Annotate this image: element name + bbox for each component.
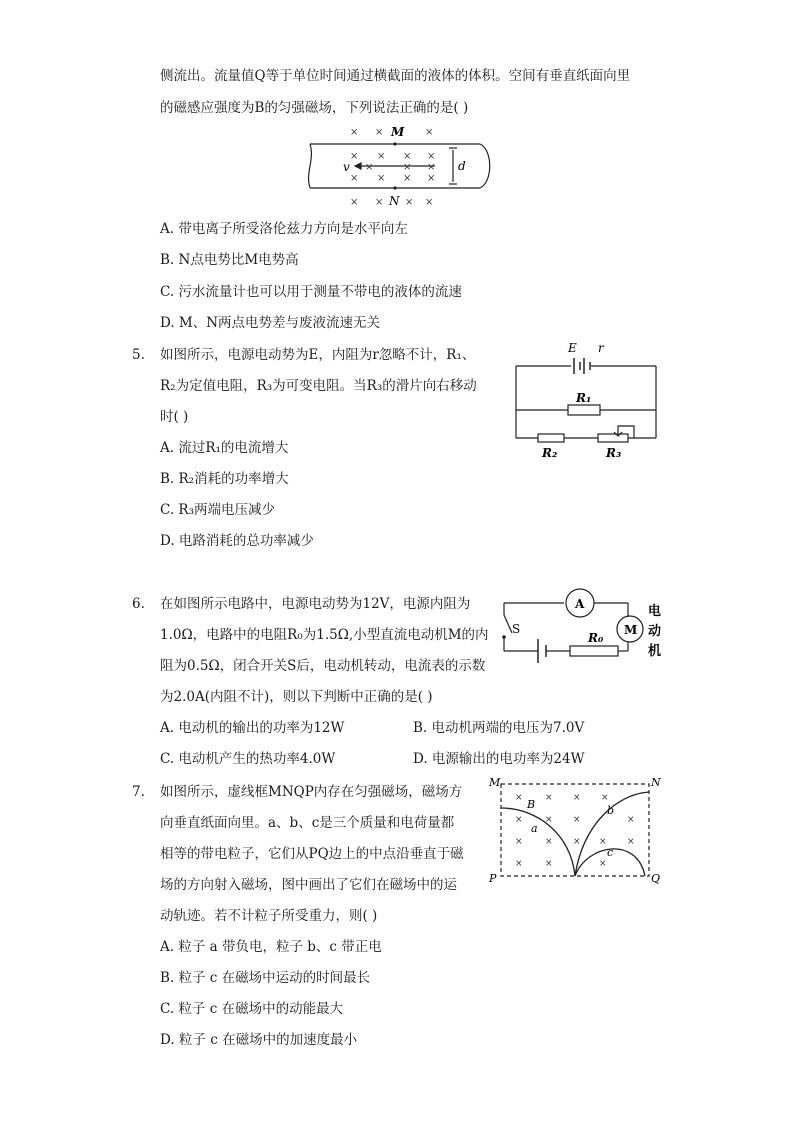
q6-option-b[interactable]: B. 电动机两端的电压为7.0V — [413, 720, 585, 736]
q7-number: 7. — [132, 784, 145, 800]
svg-text:×: × — [425, 197, 434, 208]
q5-stem-line-1: 如图所示，电源电动势为E，内阻为r忽略不计，R₁、 — [160, 347, 476, 363]
q5-number: 5. — [132, 347, 145, 363]
q6-option-a[interactable]: A. 电动机的输出的功率为12W — [160, 720, 345, 736]
q5-label-r1: R₁ — [576, 391, 592, 405]
q6-motor-text-3: 机 — [648, 644, 662, 659]
q7-label-field-b: B — [527, 798, 536, 811]
svg-text:×: × — [515, 815, 523, 825]
q6-option-d[interactable]: D. 电源输出的电功率为24W — [413, 751, 585, 767]
q4-label-d: d — [458, 159, 466, 173]
q7-label-c: c — [607, 846, 614, 859]
q5-label-r2: R₂ — [542, 446, 558, 460]
svg-text:×: × — [403, 173, 412, 184]
q5-label-r3: R₃ — [606, 446, 622, 460]
q7-option-b[interactable]: B. 粒子 c 在磁场中运动的时间最长 — [160, 970, 371, 986]
q4-label-m: M — [391, 125, 405, 139]
svg-text:×: × — [545, 837, 553, 847]
q4-stem-line-2: 的磁感应强度为B的匀强磁场，下列说法正确的是( ) — [160, 100, 469, 116]
svg-text:×: × — [545, 815, 553, 825]
q4-option-a[interactable]: A. 带电离子所受洛伦兹力方向是水平向左 — [160, 221, 408, 237]
q6-resistor-label: R₀ — [588, 631, 604, 645]
svg-text:×: × — [627, 837, 635, 847]
svg-text:×: × — [375, 197, 384, 208]
q7-label-q: Q — [651, 872, 661, 885]
q7-stem-line-2: 向垂直纸面向里。a、b、c是三个质量和电荷量都 — [160, 815, 455, 831]
svg-text:×: × — [545, 859, 553, 869]
q6-switch-label: S — [512, 622, 521, 636]
svg-text:×: × — [573, 837, 581, 847]
svg-text:×: × — [427, 173, 436, 184]
q4-pipe-figure — [305, 120, 500, 210]
q7-label-n: N — [651, 776, 661, 789]
svg-text:×: × — [515, 859, 523, 869]
q6-ammeter-label: A — [575, 597, 585, 611]
q4-option-b[interactable]: B. N点电势比M电势高 — [160, 252, 299, 268]
q6-circuit-figure — [498, 585, 670, 665]
q6-stem-line-4: 为2.0A(内阻不计)，则以下判断中正确的是( ) — [160, 689, 433, 705]
q4-option-d[interactable]: D. M、N两点电势差与废液流速无关 — [160, 315, 381, 331]
q6-stem-line-3: 阻为0.5Ω，闭合开关S后，电动机转动，电流表的示数 — [160, 658, 486, 674]
svg-text:×: × — [350, 151, 359, 162]
q6-motor-label: M — [624, 623, 638, 637]
svg-text:×: × — [403, 151, 412, 162]
q4-stem-line-1: 侧流出。流量值Q等于单位时间通过横截面的液体的体积。空间有垂直纸面向里 — [160, 68, 631, 84]
q5-label-e: E — [568, 341, 577, 355]
svg-text:×: × — [601, 793, 609, 803]
q7-option-c[interactable]: C. 粒子 c 在磁场中的动能最大 — [160, 1001, 344, 1017]
q5-option-b[interactable]: B. R₂消耗的功率增大 — [160, 471, 289, 487]
svg-text:×: × — [515, 837, 523, 847]
svg-text:×: × — [377, 151, 386, 162]
svg-text:×: × — [573, 815, 581, 825]
q7-option-a[interactable]: A. 粒子 a 带负电，粒子 b、c 带正电 — [160, 939, 382, 955]
q5-stem-line-2: R₂为定值电阻，R₃为可变电阻。当R₃的滑片向右移动 — [160, 378, 477, 394]
q7-label-a: a — [531, 822, 538, 835]
q4-option-c[interactable]: C. 污水流量计也可以用于测量不带电的液体的流速 — [160, 284, 462, 300]
svg-text:×: × — [545, 793, 553, 803]
svg-text:×: × — [365, 162, 374, 173]
q6-motor-text-2: 动 — [648, 624, 662, 639]
svg-text:×: × — [427, 162, 436, 173]
svg-text:×: × — [627, 815, 635, 825]
svg-text:×: × — [425, 127, 434, 138]
svg-text:×: × — [573, 793, 581, 803]
q5-stem-line-3: 时( ) — [160, 409, 189, 425]
q6-stem-line-1: 在如图所示电路中，电源电动势为12V，电源内阻为 — [160, 596, 471, 612]
svg-text:×: × — [427, 151, 436, 162]
q5-option-a[interactable]: A. 流过R₁的电流增大 — [160, 440, 289, 456]
svg-text:×: × — [350, 127, 359, 138]
svg-text:×: × — [350, 173, 359, 184]
q7-label-p: P — [489, 872, 497, 885]
q7-label-b: b — [607, 804, 615, 817]
q6-option-c[interactable]: C. 电动机产生的热功率4.0W — [160, 751, 336, 767]
q5-label-r: r — [598, 341, 604, 355]
q5-circuit-figure — [508, 338, 666, 463]
svg-text:×: × — [515, 793, 523, 803]
q6-stem-line-2: 1.0Ω，电路中的电阻R₀为1.5Ω,小型直流电动机M的内 — [160, 627, 489, 643]
svg-text:×: × — [599, 859, 607, 869]
svg-text:×: × — [350, 197, 359, 208]
q7-stem-line-1: 如图所示，虚线框MNQP内存在匀强磁场，磁场方 — [160, 784, 463, 800]
svg-text:×: × — [375, 127, 384, 138]
q6-motor-text-1: 电 — [648, 604, 662, 619]
q4-label-v: v — [343, 160, 350, 174]
q5-option-c[interactable]: C. R₃两端电压减少 — [160, 502, 276, 518]
q6-number: 6. — [132, 596, 145, 612]
q7-stem-line-3: 相等的带电粒子，它们从PQ边上的中点沿垂直于磁 — [160, 846, 464, 862]
q4-label-n: N — [389, 194, 400, 208]
q7-stem-line-4: 场的方向射入磁场，图中画出了它们在磁场中的运 — [160, 877, 457, 893]
svg-text:×: × — [377, 173, 386, 184]
q7-stem-line-5: 动轨迹。若不计粒子所受重力，则( ) — [160, 908, 378, 924]
q7-field-figure — [487, 774, 663, 890]
svg-text:×: × — [405, 197, 414, 208]
svg-text:×: × — [403, 162, 412, 173]
q7-label-m: M — [489, 776, 501, 789]
q5-option-d[interactable]: D. 电路消耗的总功率减少 — [160, 533, 314, 549]
svg-text:×: × — [599, 837, 607, 847]
q7-option-d[interactable]: D. 粒子 c 在磁场中的加速度最小 — [160, 1032, 358, 1048]
